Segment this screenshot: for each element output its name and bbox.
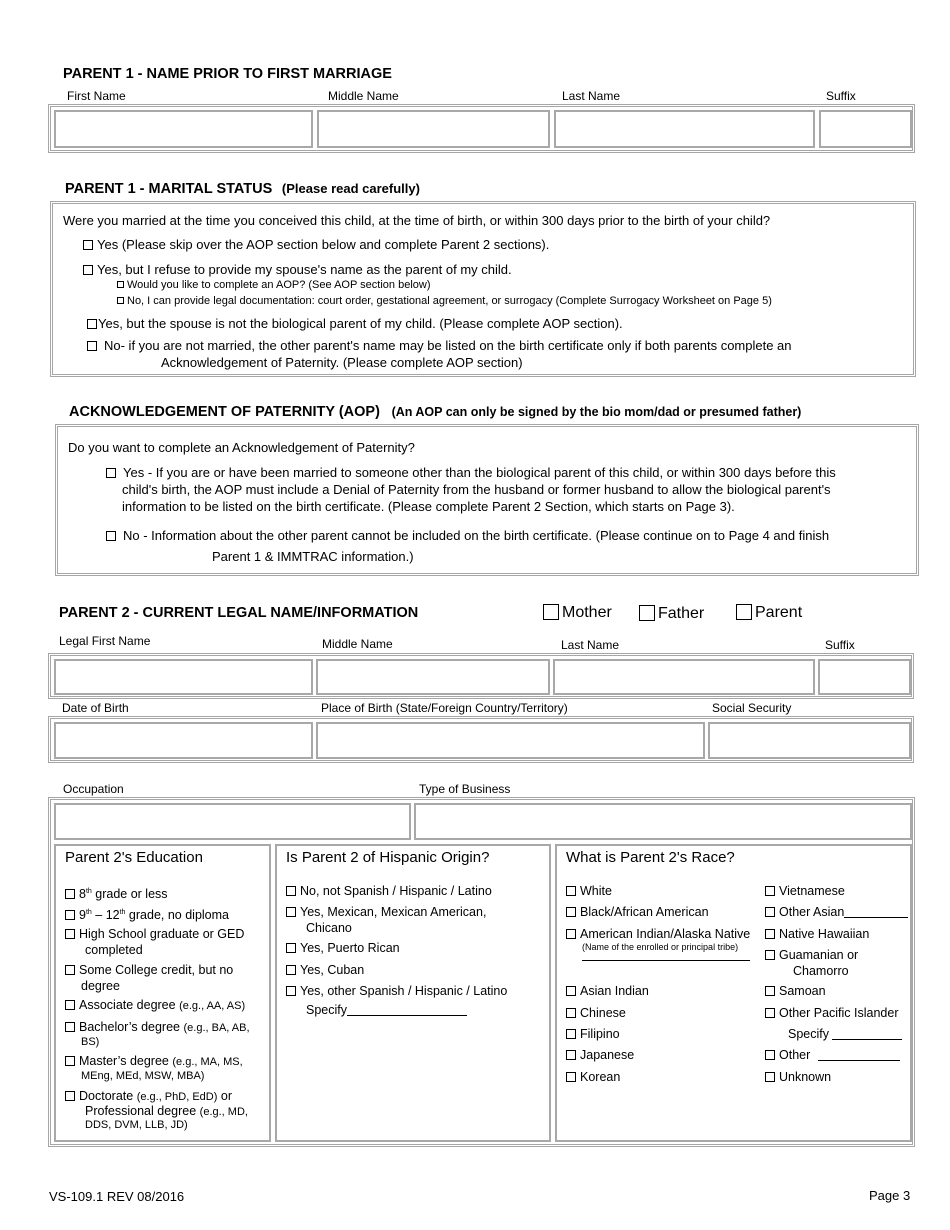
parent1-suffix-input[interactable] bbox=[819, 110, 912, 148]
role-father[interactable] bbox=[639, 605, 704, 623]
marital-option-yes-refuse-label: Yes, but I refuse to provide my spouse's name as the parent of my child. bbox=[97, 262, 512, 277]
checkbox[interactable] bbox=[639, 605, 655, 621]
edu-text: – 12 bbox=[91, 908, 120, 923]
checkbox[interactable] bbox=[83, 240, 93, 250]
race-option-other[interactable] bbox=[765, 1048, 900, 1063]
race-option-asian-indian[interactable] bbox=[566, 984, 649, 999]
race-option-other-asian[interactable] bbox=[765, 905, 908, 920]
hispanic-specify-line[interactable] bbox=[347, 1003, 467, 1016]
label-dob: Date of Birth bbox=[62, 701, 129, 715]
hispanic-mexican-line2: Chicano bbox=[306, 921, 352, 935]
education-some-college-line2: degree bbox=[81, 979, 120, 993]
edu-text: Bachelor’s degree bbox=[79, 1020, 180, 1034]
label-pob: Place of Birth (State/Foreign Country/Territory) bbox=[321, 701, 568, 715]
checkbox[interactable] bbox=[765, 1050, 775, 1060]
footer-form-id: VS-109.1 REV 08/2016 bbox=[49, 1189, 185, 1204]
edu-text: Associate degree bbox=[79, 998, 176, 1012]
edu-example: (e.g., PhD, EdD) bbox=[136, 1091, 218, 1103]
checkbox[interactable] bbox=[765, 886, 775, 896]
role-father-label: Father bbox=[658, 605, 705, 622]
checkbox[interactable] bbox=[566, 886, 576, 896]
label-business: Type of Business bbox=[419, 782, 511, 796]
edu-text: 8 bbox=[79, 887, 86, 902]
marital-suboption-aop-label: Would you like to complete an AOP? (See AOP section below) bbox=[127, 279, 431, 291]
edu-example: (e.g., BA, AB, bbox=[183, 1022, 250, 1034]
race-text: Other bbox=[779, 1048, 811, 1062]
checkbox[interactable] bbox=[765, 929, 775, 939]
education-option-doctorate[interactable] bbox=[65, 1089, 232, 1105]
parent1-last-name-input[interactable] bbox=[554, 110, 815, 148]
checkbox[interactable] bbox=[106, 531, 116, 541]
race-option-guamanian[interactable] bbox=[765, 948, 858, 963]
race-option-black[interactable] bbox=[566, 905, 709, 920]
label-last-name: Last Name bbox=[562, 89, 621, 103]
aop-subtitle: (An AOP can only be signed by the bio mom/dad or presumed father) bbox=[391, 405, 802, 419]
race-text: Asian Indian bbox=[580, 984, 649, 998]
race-text: Specify bbox=[788, 1027, 829, 1041]
checkbox[interactable] bbox=[286, 886, 296, 896]
race-option-hawaiian[interactable] bbox=[765, 927, 869, 942]
role-parent[interactable] bbox=[736, 604, 802, 622]
race-option-white[interactable] bbox=[566, 884, 612, 899]
hisp-text: Yes, other Spanish / Hispanic / Latino bbox=[300, 984, 508, 998]
marital-header bbox=[65, 181, 420, 197]
checkbox[interactable] bbox=[87, 319, 97, 329]
checkbox[interactable] bbox=[87, 341, 97, 351]
education-column bbox=[54, 844, 271, 1142]
edu-sup: th bbox=[119, 909, 126, 916]
hispanic-option-cuban[interactable] bbox=[286, 963, 364, 978]
label-p2-middle-name: Middle Name bbox=[322, 637, 393, 651]
race-option-filipino[interactable] bbox=[566, 1027, 620, 1042]
race-text: Other Pacific Islander bbox=[779, 1006, 899, 1020]
label-ssn: Social Security bbox=[712, 701, 792, 715]
checkbox[interactable] bbox=[543, 604, 559, 620]
education-doctorate-line3: DDS, DVM, LLB, JD) bbox=[85, 1119, 188, 1131]
education-option-8th[interactable] bbox=[65, 884, 168, 902]
checkbox[interactable] bbox=[566, 907, 576, 917]
checkbox[interactable] bbox=[65, 1022, 75, 1032]
hispanic-specify bbox=[306, 1003, 467, 1018]
hisp-text: No, not Spanish / Hispanic / Latino bbox=[300, 884, 492, 898]
race-option-vietnamese[interactable] bbox=[765, 884, 845, 899]
edu-text: 9 bbox=[79, 908, 86, 923]
race-text: Chinese bbox=[580, 1006, 626, 1020]
marital-subtitle: (Please read carefully) bbox=[281, 181, 420, 196]
education-doctorate-line2 bbox=[85, 1104, 248, 1120]
education-option-some-college[interactable] bbox=[65, 963, 233, 978]
education-option-master[interactable] bbox=[65, 1054, 243, 1070]
checkbox[interactable] bbox=[566, 1050, 576, 1060]
label-middle-name: Middle Name bbox=[328, 89, 399, 103]
section-title-marital-status: PARENT 1 - MARITAL STATUS bbox=[65, 181, 273, 197]
checkbox[interactable] bbox=[65, 1091, 75, 1101]
checkbox[interactable] bbox=[65, 889, 75, 899]
race-column bbox=[555, 844, 912, 1142]
checkbox[interactable] bbox=[117, 281, 124, 288]
edu-text: High School graduate or GED bbox=[79, 927, 245, 941]
checkbox[interactable] bbox=[65, 1056, 75, 1066]
marital-suboption-legal-doc[interactable] bbox=[117, 295, 772, 307]
parent2-details-box bbox=[48, 797, 915, 1147]
marital-option-no-line2: Acknowledgement of Paternity. (Please complete AOP section) bbox=[161, 355, 523, 370]
role-mother-label: Mother bbox=[562, 604, 612, 621]
checkbox[interactable] bbox=[65, 1000, 75, 1010]
race-native-note: (Name of the enrolled or principal tribe) bbox=[582, 942, 739, 952]
checkbox[interactable] bbox=[566, 986, 576, 996]
race-text: White bbox=[580, 884, 612, 898]
parent1-first-name-input[interactable] bbox=[54, 110, 313, 148]
aop-yes-line2: child's birth, the AOP must include a Denial of Paternity from the husband or former husband to allow the biological parent's bbox=[122, 482, 831, 497]
marital-option-yes[interactable] bbox=[83, 237, 549, 253]
education-option-associate[interactable] bbox=[65, 998, 245, 1014]
aop-option-yes-label: Yes - If you are or have been married to someone other than the biological parent of this child, or within 300 days before this bbox=[123, 465, 836, 480]
aop-question: Do you want to complete an Acknowledgement of Paternity? bbox=[68, 440, 415, 455]
checkbox[interactable] bbox=[286, 943, 296, 953]
race-text: Other Asian bbox=[779, 905, 845, 919]
hispanic-title: Is Parent 2 of Hispanic Origin? bbox=[286, 849, 490, 866]
marital-status-box bbox=[50, 201, 916, 377]
business-input[interactable] bbox=[414, 803, 912, 840]
education-option-hs[interactable] bbox=[65, 927, 244, 942]
marital-option-not-bio-label: Yes, but the spouse is not the biological parent of my child. (Please complete AOP section). bbox=[98, 316, 623, 331]
marital-option-no[interactable] bbox=[87, 338, 792, 354]
checkbox[interactable] bbox=[117, 297, 124, 304]
edu-sup: th bbox=[85, 909, 92, 916]
race-text: Japanese bbox=[580, 1048, 635, 1062]
race-option-native[interactable] bbox=[566, 927, 750, 942]
parent1-middle-name-input[interactable] bbox=[317, 110, 550, 148]
race-text: Guamanian or bbox=[779, 948, 859, 962]
hisp-text: Yes, Cuban bbox=[300, 963, 365, 977]
edu-example: (e.g., AA, AS) bbox=[179, 1000, 246, 1012]
role-mother[interactable] bbox=[543, 604, 612, 622]
edu-text: grade or less bbox=[91, 887, 168, 902]
pob-input[interactable] bbox=[316, 722, 705, 759]
aop-option-no-label: No - Information about the other parent cannot be included on the birth certificate. (Please continue on to Page 4 and finish bbox=[123, 528, 830, 543]
checkbox[interactable] bbox=[736, 604, 752, 620]
checkbox[interactable] bbox=[286, 965, 296, 975]
race-text: Samoan bbox=[779, 984, 826, 998]
aop-header bbox=[69, 404, 801, 420]
race-text: Korean bbox=[580, 1070, 621, 1084]
checkbox[interactable] bbox=[286, 907, 296, 917]
section-title-parent2: PARENT 2 - CURRENT LEGAL NAME/INFORMATION bbox=[59, 605, 419, 621]
hisp-text: Yes, Mexican, Mexican American, bbox=[300, 905, 487, 919]
race-option-opi[interactable] bbox=[765, 1006, 899, 1021]
label-suffix: Suffix bbox=[826, 89, 856, 103]
marital-question: Were you married at the time you conceived this child, at the time of birth, or within 300 days prior to the birth of your child? bbox=[63, 213, 771, 228]
marital-option-not-bio[interactable] bbox=[87, 316, 623, 332]
checkbox[interactable] bbox=[83, 265, 93, 275]
hisp-text: Yes, Puerto Rican bbox=[300, 941, 400, 955]
checkbox[interactable] bbox=[765, 950, 775, 960]
education-option-9-12[interactable] bbox=[65, 905, 229, 923]
edu-text: Some College credit, but no bbox=[79, 963, 234, 977]
parent2-birth-row bbox=[48, 716, 914, 763]
checkbox[interactable] bbox=[65, 910, 75, 920]
section-title-aop: ACKNOWLEDGEMENT OF PATERNITY (AOP) bbox=[69, 404, 380, 420]
aop-option-yes[interactable] bbox=[106, 465, 836, 481]
race-other-asian-line[interactable] bbox=[844, 905, 908, 918]
parent2-middle-name-input[interactable] bbox=[316, 659, 550, 695]
aop-option-no[interactable] bbox=[106, 528, 829, 544]
edu-example: (e.g., MA, MS, bbox=[172, 1056, 243, 1068]
parent2-suffix-input[interactable] bbox=[818, 659, 911, 695]
parent1-name-row bbox=[48, 104, 915, 153]
education-bachelor-line2: BS) bbox=[81, 1036, 100, 1048]
ssn-input[interactable] bbox=[708, 722, 911, 759]
hispanic-option-no[interactable] bbox=[286, 884, 492, 899]
race-title: What is Parent 2's Race? bbox=[566, 849, 735, 866]
race-option-samoan[interactable] bbox=[765, 984, 826, 999]
edu-text: Master’s degree bbox=[79, 1054, 169, 1068]
marital-option-yes-label: Yes (Please skip over the AOP section below and complete Parent 2 sections). bbox=[97, 237, 550, 252]
race-text: Black/African American bbox=[580, 905, 709, 919]
race-option-unknown[interactable] bbox=[765, 1070, 831, 1085]
marital-option-no-label: No- if you are not married, the other parent's name may be listed on the birth certificate only if both parents complete an bbox=[104, 338, 792, 353]
race-text: American Indian/Alaska Native bbox=[580, 927, 751, 941]
race-other-line[interactable] bbox=[818, 1048, 900, 1061]
parent2-name-row bbox=[48, 653, 914, 699]
hispanic-option-pr[interactable] bbox=[286, 941, 400, 956]
hispanic-option-other[interactable] bbox=[286, 984, 507, 999]
checkbox[interactable] bbox=[765, 1072, 775, 1082]
checkbox[interactable] bbox=[286, 986, 296, 996]
edu-sup: th bbox=[85, 888, 92, 895]
race-text: Vietnamese bbox=[779, 884, 845, 898]
dob-input[interactable] bbox=[54, 722, 313, 759]
checkbox[interactable] bbox=[65, 929, 75, 939]
label-p2-suffix: Suffix bbox=[825, 638, 855, 652]
edu-example: (e.g., MD, bbox=[199, 1106, 248, 1118]
checkbox[interactable] bbox=[566, 929, 576, 939]
checkbox[interactable] bbox=[765, 1008, 775, 1018]
race-guamanian-line2: Chamorro bbox=[793, 964, 849, 978]
education-master-line2: MEng, MEd, MSW, MBA) bbox=[81, 1070, 205, 1082]
edu-text: Professional degree bbox=[85, 1104, 197, 1118]
role-parent-label: Parent bbox=[755, 604, 803, 621]
checkbox[interactable] bbox=[765, 907, 775, 917]
aop-box bbox=[55, 424, 919, 576]
marital-suboption-aop[interactable] bbox=[117, 279, 430, 291]
hisp-text: Specify bbox=[306, 1003, 347, 1017]
race-opi-specify-line[interactable] bbox=[832, 1027, 902, 1040]
footer-page-number: Page 3 bbox=[869, 1188, 911, 1203]
parent2-first-name-input[interactable] bbox=[54, 659, 313, 695]
checkbox[interactable] bbox=[65, 965, 75, 975]
race-option-korean[interactable] bbox=[566, 1070, 620, 1085]
race-opi-specify bbox=[788, 1027, 902, 1042]
hispanic-option-mexican[interactable] bbox=[286, 905, 486, 920]
race-text: Filipino bbox=[580, 1027, 620, 1041]
parent2-last-name-input[interactable] bbox=[553, 659, 815, 695]
checkbox[interactable] bbox=[566, 1072, 576, 1082]
occupation-input[interactable] bbox=[54, 803, 411, 840]
marital-suboption-legal-doc-label: No, I can provide legal documentation: court order, gestational agreement, or surrogacy (Complete Surrogacy Worksheet on Page 5) bbox=[127, 295, 772, 307]
checkbox[interactable] bbox=[566, 1008, 576, 1018]
edu-text: grade, no diploma bbox=[125, 908, 229, 923]
race-text: Native Hawaiian bbox=[779, 927, 870, 941]
race-option-japanese[interactable] bbox=[566, 1048, 634, 1063]
checkbox[interactable] bbox=[106, 468, 116, 478]
education-option-bachelor[interactable] bbox=[65, 1020, 250, 1036]
section-title-parent1-name: PARENT 1 - NAME PRIOR TO FIRST MARRIAGE bbox=[63, 66, 392, 82]
checkbox[interactable] bbox=[566, 1029, 576, 1039]
aop-yes-line3: information to be listed on the birth certificate. (Please complete Parent 2 Section, which starts on Page 3). bbox=[122, 499, 735, 514]
marital-option-yes-refuse[interactable] bbox=[83, 262, 512, 278]
race-tribe-line[interactable] bbox=[582, 960, 750, 961]
race-option-chinese[interactable] bbox=[566, 1006, 626, 1021]
edu-text: Doctorate bbox=[79, 1089, 134, 1103]
label-legal-first-name: Legal First Name bbox=[59, 634, 151, 648]
hispanic-column bbox=[275, 844, 551, 1142]
education-hs-line2: completed bbox=[85, 943, 143, 957]
aop-no-line2: Parent 1 & IMMTRAC information.) bbox=[212, 549, 414, 564]
label-p2-last-name: Last Name bbox=[561, 638, 620, 652]
label-occupation: Occupation bbox=[63, 782, 124, 796]
race-text: Unknown bbox=[779, 1070, 832, 1084]
checkbox[interactable] bbox=[765, 986, 775, 996]
label-first-name: First Name bbox=[67, 89, 126, 103]
education-title: Parent 2's Education bbox=[65, 849, 203, 866]
edu-text: or bbox=[220, 1089, 232, 1103]
